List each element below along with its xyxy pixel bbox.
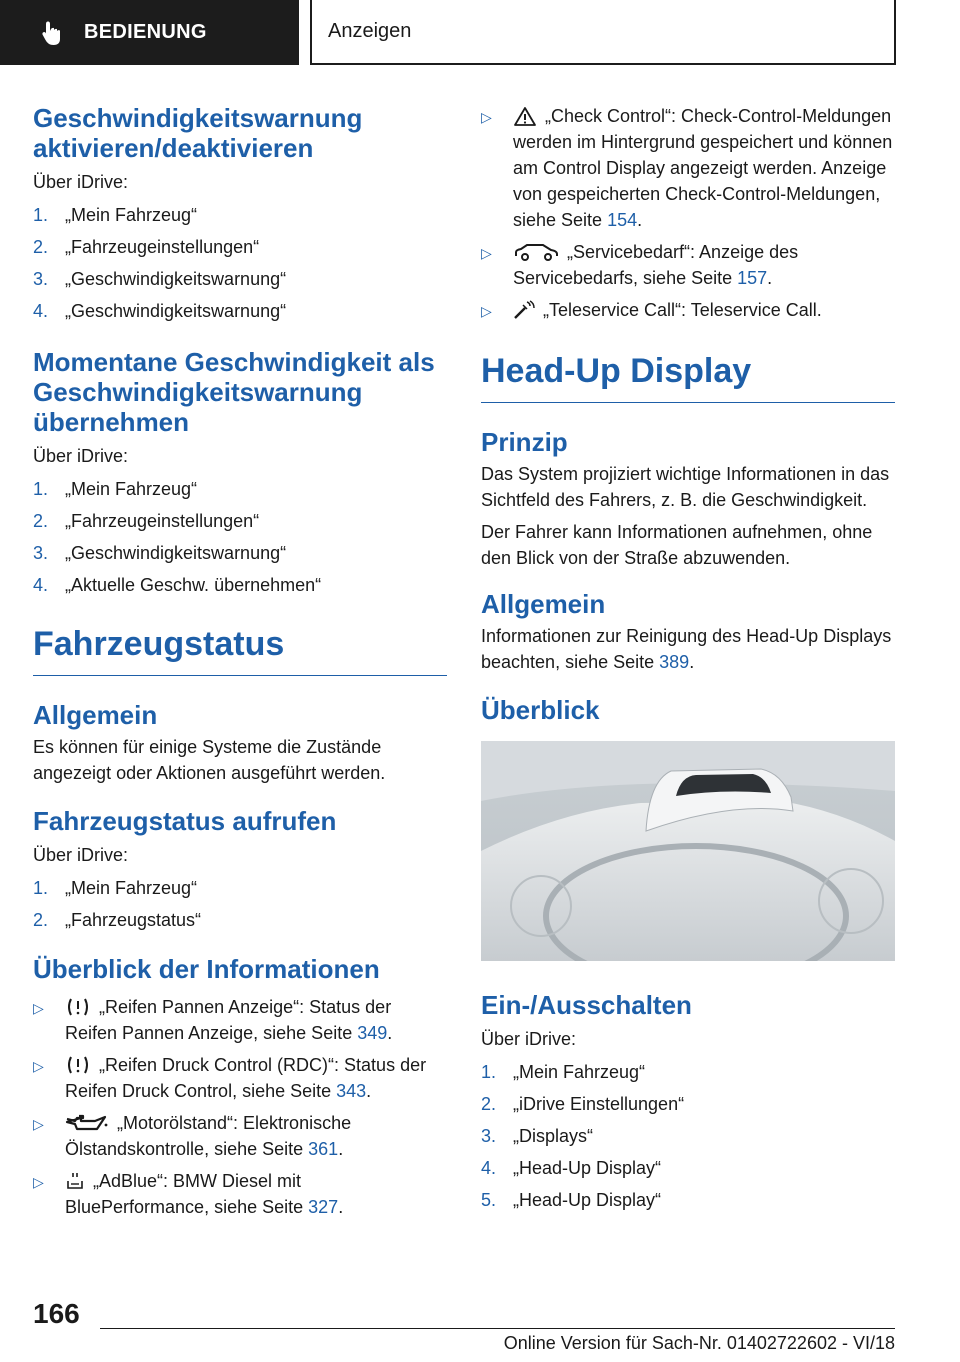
triangle-bullet-icon: ▷	[33, 1116, 44, 1132]
section-title-general: Allgemein	[33, 700, 158, 730]
list-item[interactable]: 4. „Head-Up Display“	[481, 1158, 662, 1178]
page-link[interactable]: 349	[357, 1023, 388, 1043]
list-item: ▷ „Check Control“: Check-Control-Meldungen werden im Hintergrund gespeichert und können am Control Display angezeigt werden. Anzeige von gespeicherten Check-Control-Meldungen, siehe Seite 154.	[481, 103, 895, 233]
triangle-bullet-icon: ▷	[33, 1174, 44, 1190]
list-item[interactable]: 5. „Head-Up Display“	[481, 1190, 662, 1210]
list-item: ▷ „AdBlue“: BMW Diesel mit BluePerformance, siehe Seite 327.	[33, 1168, 447, 1220]
list-item: ▷ „Servicebedarf“: Anzeige des Servicebedarfs, siehe Seite 157.	[481, 239, 895, 291]
list-item[interactable]: 2. „Fahrzeugeinstellungen“	[33, 237, 260, 257]
chapter-title-head-up-display: Head-Up Display	[481, 352, 895, 403]
info-list	[481, 103, 895, 324]
section-title-current-speed: Momentane Geschwindigkeit als Geschwindigkeitswarnung übernehmen	[33, 347, 435, 437]
triangle-bullet-icon: ▷	[481, 109, 492, 125]
list-item: ▷ „Teleservice Call“: Teleservice Call.	[481, 297, 895, 324]
intro-text: Über iDrive:	[481, 1029, 577, 1049]
section-title-speed-warning: Geschwindigkeitswarnung aktivieren/deaktivieren	[33, 103, 363, 163]
intro-text: Über iDrive:	[33, 446, 129, 466]
page-link[interactable]: 154	[607, 210, 638, 230]
list-item[interactable]: 4. „Aktuelle Geschw. übernehmen“	[33, 575, 322, 595]
list-item[interactable]: 3. „Displays“	[481, 1126, 594, 1146]
hand-pointer-icon	[38, 18, 68, 48]
section-title-general: Allgemein	[481, 589, 606, 619]
paragraph: Es können für einige Systeme die Zustände angezeigt oder Aktionen ausgeführt werden.	[33, 737, 386, 783]
car-service-icon	[513, 242, 559, 262]
section-title-on-off: Ein-/Ausschalten	[481, 990, 692, 1020]
intro-text: Über iDrive:	[33, 172, 129, 192]
section-title-call-status: Fahrzeugstatus aufrufen	[33, 806, 337, 836]
list-item[interactable]: 1. „Mein Fahrzeug“	[33, 479, 198, 499]
section-title-principle: Prinzip	[481, 427, 568, 457]
list-item[interactable]: 1. „Mein Fahrzeug“	[33, 205, 198, 225]
list-item[interactable]: 3. „Geschwindigkeitswarnung“	[33, 543, 287, 563]
header-tab[interactable]	[0, 0, 299, 65]
section-title-overview: Überblick	[481, 695, 600, 725]
triangle-bullet-icon: ▷	[33, 1058, 44, 1074]
right-column	[481, 103, 895, 1216]
page-link[interactable]: 327	[308, 1197, 339, 1217]
tire-warning-icon	[65, 997, 91, 1017]
footer-text: Online Version für Sach-Nr. 01402722602 - VI/18	[503, 1333, 895, 1353]
triangle-bullet-icon: ▷	[33, 1000, 44, 1016]
steps-list	[33, 473, 447, 601]
header-section-label: Anzeigen	[328, 20, 412, 42]
list-item[interactable]: 3. „Geschwindigkeitswarnung“	[33, 269, 287, 289]
page-link[interactable]: 343	[336, 1081, 367, 1101]
page-link[interactable]: 389	[659, 652, 690, 672]
adblue-icon	[65, 1171, 85, 1191]
list-item[interactable]: 1. „Mein Fahrzeug“	[33, 878, 198, 898]
head-up-display-photo	[481, 741, 895, 961]
triangle-bullet-icon: ▷	[481, 245, 492, 261]
paragraph: Das System projiziert wichtige Informationen in das Sichtfeld des Fahrers, z. B. die Geschwindigkeit.	[481, 464, 890, 510]
page-link[interactable]: 157	[737, 268, 768, 288]
warning-triangle-icon	[513, 106, 537, 126]
tire-warning-icon	[65, 1055, 91, 1075]
list-item[interactable]: 2. „iDrive Einstellungen“	[481, 1094, 685, 1114]
steps-list	[481, 1056, 895, 1216]
section-title-overview-info: Überblick der Informationen	[33, 954, 380, 984]
list-item: ▷ „Motorölstand“: Elektronische Ölstandskontrolle, siehe Seite 361.	[33, 1110, 447, 1162]
left-column	[33, 103, 447, 1220]
page-number: 166	[33, 1298, 80, 1329]
paragraph: Informationen zur Reinigung des Head-Up Displays beachten, siehe Seite 389.	[481, 626, 892, 672]
oil-can-icon	[65, 1113, 109, 1133]
triangle-bullet-icon: ▷	[481, 303, 492, 319]
info-list	[33, 994, 447, 1220]
list-item[interactable]: 4. „Geschwindigkeitswarnung“	[33, 301, 287, 321]
intro-text: Über iDrive:	[33, 845, 129, 865]
list-item: ▷ „Reifen Pannen Anzeige“: Status der Reifen Pannen Anzeige, siehe Seite 349.	[33, 994, 447, 1046]
header-tab-label: BEDIENUNG	[84, 21, 207, 43]
list-item: ▷ „Reifen Druck Control (RDC)“: Status der Reifen Druck Control, siehe Seite 343.	[33, 1052, 447, 1104]
chapter-title-vehicle-status: Fahrzeugstatus	[33, 625, 447, 676]
list-item[interactable]: 2. „Fahrzeugeinstellungen“	[33, 511, 260, 531]
steps-list	[33, 872, 447, 936]
header-section	[310, 0, 896, 65]
paragraph: Der Fahrer kann Informationen aufnehmen, ohne den Blick von der Straße abzuwenden.	[481, 522, 873, 568]
steps-list	[33, 199, 447, 327]
phone-wrench-icon	[513, 300, 535, 320]
list-item[interactable]: 1. „Mein Fahrzeug“	[481, 1062, 646, 1082]
footer-divider	[100, 1328, 895, 1329]
page-link[interactable]: 361	[308, 1139, 339, 1159]
list-item[interactable]: 2. „Fahrzeugstatus“	[33, 910, 202, 930]
